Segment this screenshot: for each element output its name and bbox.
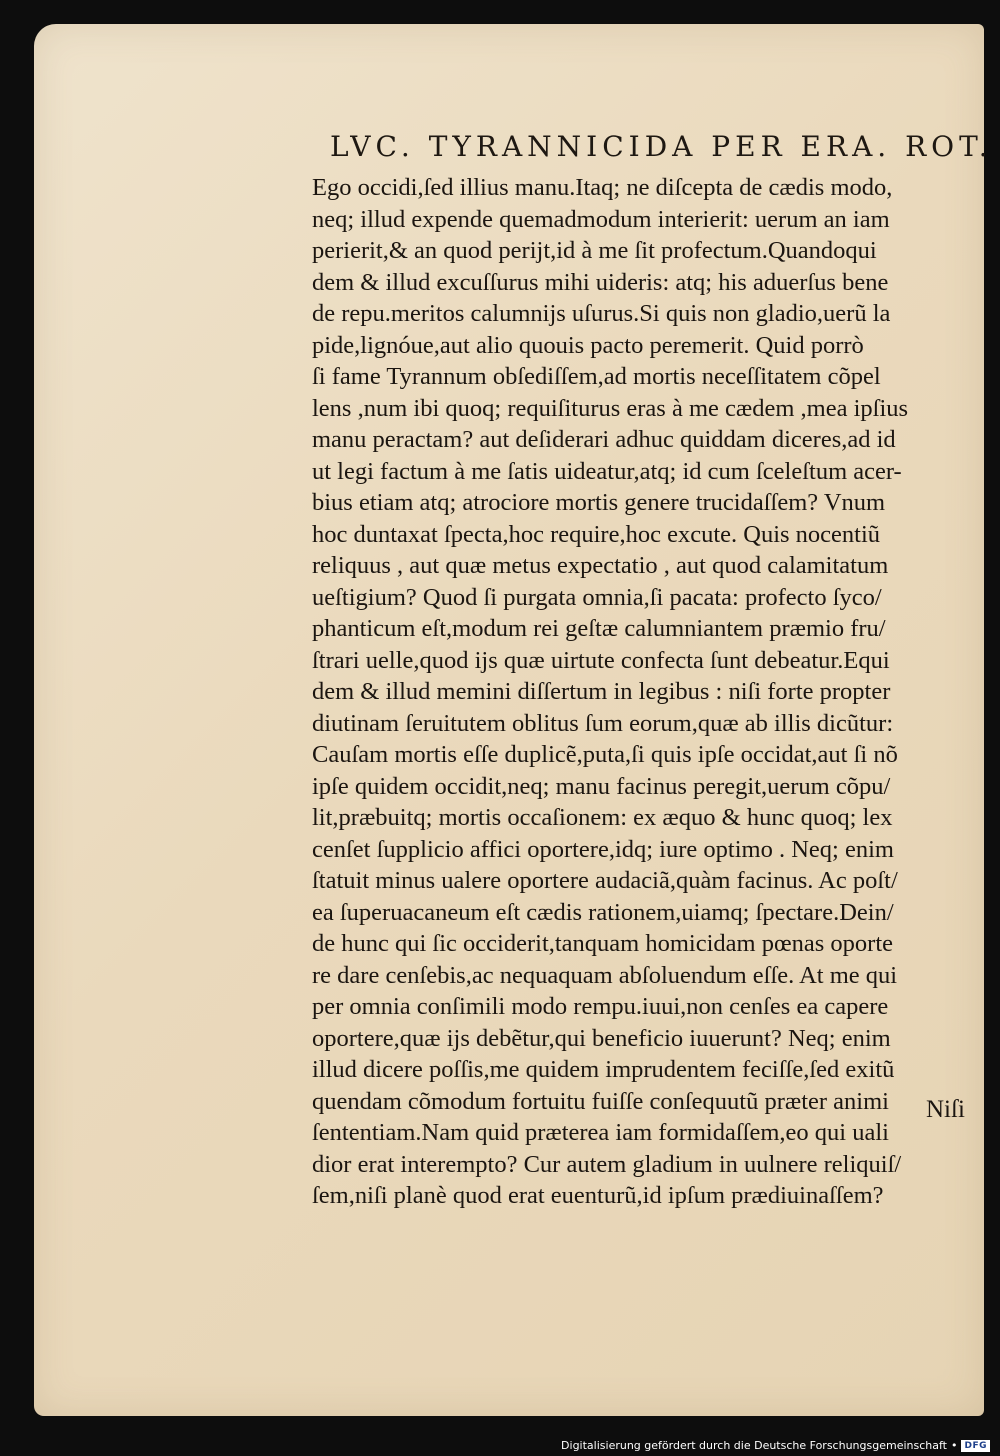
text-line: hoc duntaxat ſpecta,hoc require,hoc excute. Quis nocentiũ bbox=[312, 520, 881, 548]
text-line: de hunc qui ſic occiderit,tanquam homicidam pœnas oporte bbox=[312, 930, 894, 957]
text-line: ut legi factum à me ſatis uideatur,atq; id cum ſceleſtum acer- bbox=[312, 457, 902, 485]
text-line: perierit,& an quod perijt,id à me ſit profectum.Quandoqui bbox=[312, 237, 877, 264]
text-line: Ego occidi,ſed illius manu.Itaq; ne diſcepta de cædis modo, bbox=[312, 174, 893, 201]
text-line: oportere,quæ ijs debẽtur,qui beneficio iuuerunt? Neq; enim bbox=[312, 1024, 891, 1052]
footer-text: Digitalisierung gefördert durch die Deutsche Forschungsgemeinschaft bbox=[561, 1439, 947, 1452]
text-line: manu peractam? aut deſiderari adhuc quiddam diceres,ad id bbox=[312, 426, 896, 453]
text-line: reliquus , aut quæ metus expectatio , aut quod calamitatum bbox=[312, 552, 889, 579]
running-head: LVC. TYRANNICIDA PER ERA. ROT. bbox=[330, 130, 993, 163]
text-line: ipſe quidem occidit,neq; manu facinus peregit,uerum cõpu/ bbox=[312, 772, 891, 800]
digitization-footer bbox=[561, 1439, 990, 1452]
text-line: cenſet ſupplicio affici oportere,idq; iure optimo . Neq; enim bbox=[312, 835, 894, 863]
text-line: ſententiam.Nam quid præterea iam formidaſſem,eo qui uali bbox=[312, 1119, 889, 1146]
text-line: dem & illud excuſſurus mihi uideris: atq; his aduerſus bene bbox=[312, 268, 889, 296]
text-line: dem & illud memini diſſertum in legibus : niſi forte propter bbox=[312, 678, 891, 705]
text-line: ſtatuit minus ualere oportere audaciã,quàm facinus. Ac poſt/ bbox=[312, 867, 898, 894]
text-line: re dare cenſebis,ac nequaquam abſoluendum eſſe. At me qui bbox=[312, 961, 898, 989]
text-line: lens ,num ibi quoq; requiſiturus eras à me cædem ,mea ipſius bbox=[312, 394, 909, 422]
text-line: dior erat interempto? Cur autem gladium in uulnere reliquiſ/ bbox=[312, 1150, 902, 1178]
text-line: phanticum eſt,modum rei geſtæ calumniantem præmio fru/ bbox=[312, 615, 886, 642]
text-line: ueſtigium? Quod ſi purgata omnia,ſi pacata: profecto ſyco/ bbox=[312, 583, 882, 611]
text-line: ea ſuperuacaneum eſt cædis rationem,uiamq; ſpectare.Dein/ bbox=[312, 898, 894, 926]
text-line: per omnia conſimili modo rempu.iuui,non cenſes ea capere bbox=[312, 993, 889, 1020]
text-line: quendam cõmodum fortuitu fuiſſe conſequutũ præter animi bbox=[312, 1087, 889, 1115]
text-line: bius etiam atq; atrociore mortis genere trucidaſſem? Vnum bbox=[312, 489, 886, 516]
text-block bbox=[312, 172, 972, 1212]
text-line: diutinam ſeruitutem oblitus ſum eorum,quæ ab illis dicũtur: bbox=[312, 709, 894, 737]
text-line: pide,lignóue,aut alio quouis pacto peremerit. Quid porrò bbox=[312, 331, 864, 359]
footer-separator: • bbox=[950, 1439, 958, 1452]
text-line: illud dicere poſſis,me quidem imprudentem feciſſe,ſed exitũ bbox=[312, 1056, 895, 1083]
text-line: ſtrari uelle,quod ijs quæ uirtute confecta ſunt debeatur.Equi bbox=[312, 646, 890, 674]
text-line: ſem,niſi planè quod erat euenturũ,id ipſum prædiuinaſſem? bbox=[312, 1182, 884, 1209]
text-line: Cauſam mortis eſſe duplicẽ,puta,ſi quis ipſe occidat,aut ſi nõ bbox=[312, 741, 898, 768]
dfg-logo-icon: DFG bbox=[961, 1440, 990, 1452]
text-line: lit,præbuitq; mortis occaſionem: ex æquo & hunc quoq; lex bbox=[312, 804, 893, 831]
catchword: Niſi bbox=[926, 1096, 965, 1123]
text-line: de repu.meritos calumnijs uſurus.Si quis non gladio,uerũ la bbox=[312, 300, 891, 327]
text-line: ſi fame Tyrannum obſediſſem,ad mortis neceſſitatem cõpel bbox=[312, 363, 881, 390]
text-line: neq; illud expende quemadmodum interierit: uerum an iam bbox=[312, 205, 890, 233]
